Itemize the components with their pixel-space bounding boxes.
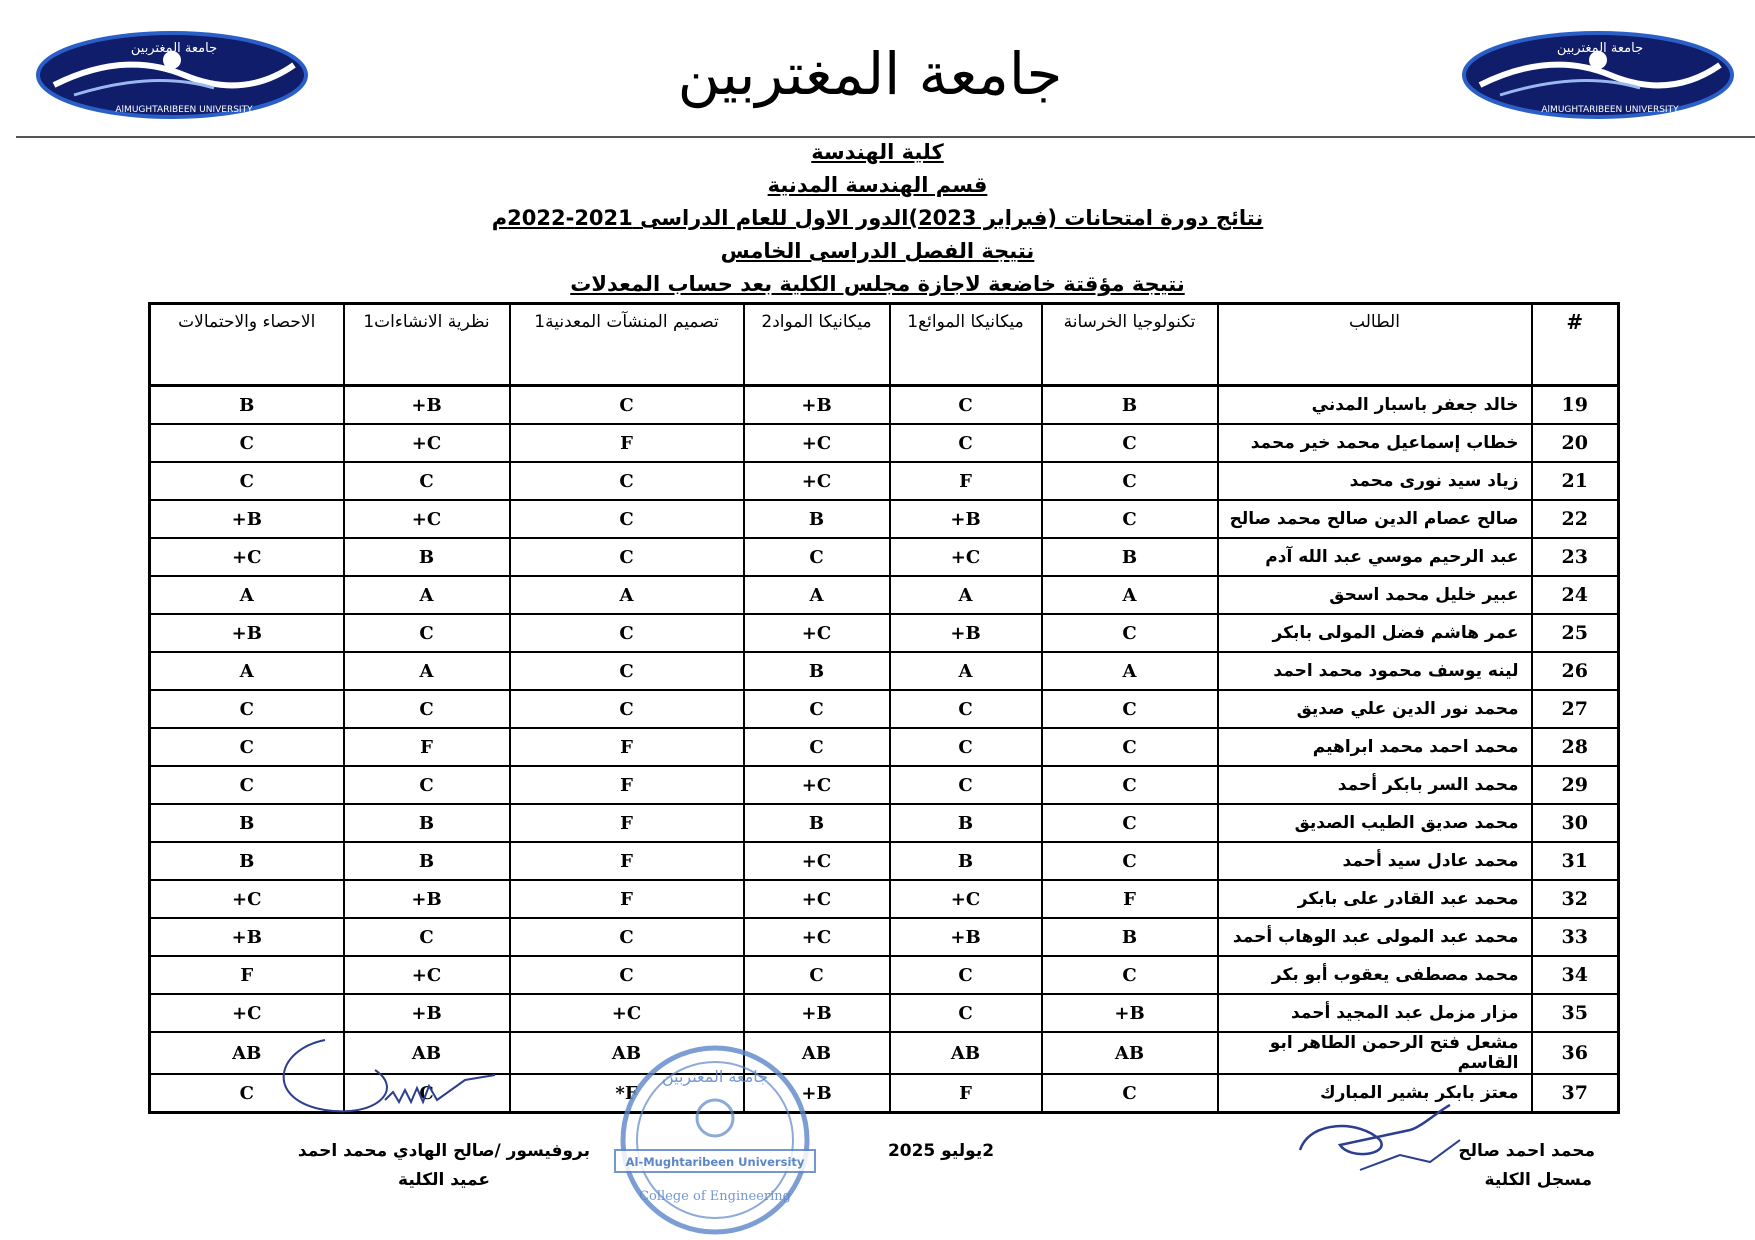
grade-cell: AB [744, 1032, 890, 1074]
student-number: 33 [1532, 918, 1619, 956]
grade-cell: B+ [890, 614, 1042, 652]
dean-signature [265, 1030, 525, 1140]
grade-cell: C [150, 766, 344, 804]
grade-cell: A [510, 576, 744, 614]
grade-cell: C [890, 956, 1042, 994]
grade-cell: C [890, 690, 1042, 728]
grade-cell: B [150, 386, 344, 425]
grade-cell: C+ [744, 766, 890, 804]
table-row [150, 956, 1619, 994]
student-number: 26 [1532, 652, 1619, 690]
student-name: محمد السر بابكر أحمد [1218, 766, 1532, 804]
student-name: عبير خليل محمد اسحق [1218, 576, 1532, 614]
grade-cell: C [510, 652, 744, 690]
grade-cell: C+ [510, 994, 744, 1032]
university-logo-right [1460, 30, 1736, 120]
registrar-name: محمد احمد صالح [1458, 1141, 1595, 1161]
grade-cell: B+ [890, 500, 1042, 538]
grade-cell: C [510, 500, 744, 538]
grade-cell: B+ [890, 918, 1042, 956]
student-name: لينه يوسف محمود محمد احمد [1218, 652, 1532, 690]
grade-cell: C+ [150, 880, 344, 918]
student-name: عمر هاشم فضل المولى بابكر [1218, 614, 1532, 652]
grade-cell: C [1042, 500, 1218, 538]
grade-cell: AB [150, 1032, 344, 1074]
grade-cell: C+ [344, 424, 510, 462]
column-header-course: تصميم المنشآت المعدنية1 [510, 304, 744, 386]
grade-cell: C [744, 690, 890, 728]
grade-cell: C [1042, 956, 1218, 994]
grade-cell: C [1042, 804, 1218, 842]
document-date: 2يوليو 2025 [887, 1141, 995, 1161]
student-number: 29 [1532, 766, 1619, 804]
grade-cell: C [890, 766, 1042, 804]
grade-cell: C [510, 690, 744, 728]
grade-cell: F* [510, 1074, 744, 1113]
grade-cell: A [150, 652, 344, 690]
grade-cell: C+ [744, 842, 890, 880]
student-name: خالد جعفر باسبار المدني [1218, 386, 1532, 425]
grade-cell: B [1042, 918, 1218, 956]
table-row [150, 614, 1619, 652]
grade-cell: B+ [1042, 994, 1218, 1032]
grade-cell: B [344, 538, 510, 576]
grade-cell: C [890, 386, 1042, 425]
student-number: 37 [1532, 1074, 1619, 1113]
grade-cell: C [1042, 1074, 1218, 1113]
dean-title: عميد الكلية [398, 1170, 490, 1190]
grade-cell: C [1042, 690, 1218, 728]
table-body [150, 386, 1619, 1113]
grade-cell: C [1042, 728, 1218, 766]
student-number: 34 [1532, 956, 1619, 994]
grade-cell: B+ [150, 918, 344, 956]
logo-arabic-text: جامعة المغتربين [130, 41, 218, 56]
student-name: محمد احمد محمد ابراهيم [1218, 728, 1532, 766]
grade-cell: B [344, 842, 510, 880]
grade-cell: C [344, 766, 510, 804]
grade-cell: C [1042, 424, 1218, 462]
logo-english-text: AlMUGHTARIBEEN UNIVERSITY [1541, 105, 1679, 115]
grade-cell: C [510, 386, 744, 425]
column-header-course: نظرية الانشاءات1 [344, 304, 510, 386]
grade-cell: F [150, 956, 344, 994]
department-title: قسم الهندسة المدنية [767, 173, 988, 197]
student-name: مزار مزمل عبد المجيد أحمد [1218, 994, 1532, 1032]
grade-cell: C [1042, 766, 1218, 804]
grade-cell: C [344, 614, 510, 652]
grade-cell: F [344, 728, 510, 766]
grade-cell: C+ [150, 994, 344, 1032]
grade-cell: B+ [344, 386, 510, 425]
university-name: جامعة المغتربين [677, 40, 1063, 108]
grade-cell: C+ [744, 614, 890, 652]
student-number: 28 [1532, 728, 1619, 766]
grade-cell: C [344, 1074, 510, 1113]
column-header-course: تكنولوجيا الخرسانة [1042, 304, 1218, 386]
grade-cell: C [510, 538, 744, 576]
grade-cell: C [890, 424, 1042, 462]
grade-cell: AB [1042, 1032, 1218, 1074]
registrar-title: مسجل الكلية [1484, 1170, 1592, 1190]
table-row [150, 842, 1619, 880]
grade-cell: B [344, 804, 510, 842]
grade-cell: C+ [344, 956, 510, 994]
grade-cell: A [744, 576, 890, 614]
grade-cell: C [344, 918, 510, 956]
grade-cell: C+ [344, 500, 510, 538]
student-name: محمد عادل سيد أحمد [1218, 842, 1532, 880]
grade-cell: C [510, 956, 744, 994]
student-name: محمد عبد القادر على بابكر [1218, 880, 1532, 918]
grade-cell: AB [890, 1032, 1042, 1074]
student-name: مشعل فتح الرحمن الطاهر ابو القاسم [1218, 1032, 1532, 1074]
table-row [150, 804, 1619, 842]
grade-cell: A [150, 576, 344, 614]
table-row [150, 652, 1619, 690]
stamp-arabic-text: جامعة المغتربين [661, 1067, 769, 1086]
student-number: 20 [1532, 424, 1619, 462]
grade-cell: B [744, 500, 890, 538]
dean-name: بروفيسور /صالح الهادي محمد احمد [297, 1141, 590, 1161]
student-name: خطاب إسماعيل محمد خير محمد [1218, 424, 1532, 462]
grade-cell: C [890, 994, 1042, 1032]
grade-cell: C+ [150, 538, 344, 576]
grade-cell: B [1042, 538, 1218, 576]
student-number: 23 [1532, 538, 1619, 576]
table-row [150, 576, 1619, 614]
grade-cell: B+ [744, 386, 890, 425]
grade-cell: C [344, 690, 510, 728]
table-row [150, 728, 1619, 766]
grade-cell: C+ [744, 918, 890, 956]
student-number: 30 [1532, 804, 1619, 842]
student-number: 19 [1532, 386, 1619, 425]
table-row [150, 880, 1619, 918]
logo-english-text: AlMUGHTARIBEEN UNIVERSITY [115, 105, 253, 115]
grade-cell: A [1042, 652, 1218, 690]
table-header-row [150, 304, 1619, 386]
student-number: 25 [1532, 614, 1619, 652]
grade-cell: A [344, 652, 510, 690]
grade-cell: B [150, 804, 344, 842]
grade-cell: C [890, 728, 1042, 766]
grade-cell: C+ [744, 424, 890, 462]
grade-cell: C+ [890, 880, 1042, 918]
student-number: 21 [1532, 462, 1619, 500]
grade-cell: AB [510, 1032, 744, 1074]
provisional-note: نتيجة مؤقتة خاضعة لاجازة مجلس الكلية بعد حساب المعدلات [570, 272, 1185, 296]
student-name: معتز بابكر بشير المبارك [1218, 1074, 1532, 1113]
grade-cell: B+ [150, 614, 344, 652]
student-number: 36 [1532, 1032, 1619, 1074]
table-row [150, 766, 1619, 804]
grade-cell: B+ [744, 1074, 890, 1113]
grade-cell: C [150, 424, 344, 462]
table-row [150, 424, 1619, 462]
grade-cell: C+ [744, 880, 890, 918]
table-row [150, 500, 1619, 538]
student-name: محمد نور الدين علي صديق [1218, 690, 1532, 728]
exam-session-title: نتائج دورة امتحانات (فبراير 2023)الدور الاول للعام الدراسى 2021-2022م [491, 206, 1264, 230]
table-row [150, 462, 1619, 500]
grade-cell: C [510, 614, 744, 652]
grade-cell: C [1042, 842, 1218, 880]
grade-cell: C [510, 462, 744, 500]
college-stamp [605, 1040, 825, 1240]
table-row [150, 386, 1619, 425]
grade-cell: B+ [344, 880, 510, 918]
semester-title: نتيجة الفصل الدراسى الخامس [720, 239, 1035, 263]
document-headings [0, 136, 1755, 301]
grade-cell: A [890, 576, 1042, 614]
grade-cell: B [890, 842, 1042, 880]
grade-cell: B [150, 842, 344, 880]
grade-cell: C [344, 462, 510, 500]
grade-cell: C+ [890, 538, 1042, 576]
grade-cell: F [890, 1074, 1042, 1113]
grade-cell: A [1042, 576, 1218, 614]
student-name: زياد سيد نورى محمد [1218, 462, 1532, 500]
student-number: 31 [1532, 842, 1619, 880]
student-number: 22 [1532, 500, 1619, 538]
faculty-title: كلية الهندسة [811, 140, 944, 164]
grade-cell: A [344, 576, 510, 614]
grade-cell: C [1042, 462, 1218, 500]
grade-cell: F [510, 766, 744, 804]
grade-cell: F [510, 880, 744, 918]
grade-cell: F [510, 424, 744, 462]
grade-cell: C [744, 728, 890, 766]
grade-cell: F [1042, 880, 1218, 918]
table-row [150, 918, 1619, 956]
column-header-student: الطالب [1218, 304, 1532, 386]
student-name: محمد مصطفى يعقوب أبو بكر [1218, 956, 1532, 994]
stamp-university-text: Al-Mughtaribeen University [625, 1155, 805, 1169]
student-number: 32 [1532, 880, 1619, 918]
student-name: صالح عصام الدين صالح محمد صالح [1218, 500, 1532, 538]
grade-cell: F [510, 804, 744, 842]
grade-cell: B [890, 804, 1042, 842]
grade-cell: B [1042, 386, 1218, 425]
student-name: محمد صديق الطيب الصديق [1218, 804, 1532, 842]
grade-cell: A [890, 652, 1042, 690]
column-header-number: # [1532, 304, 1619, 386]
logo-arabic-text: جامعة المغتربين [1556, 41, 1644, 56]
table-row [150, 538, 1619, 576]
stamp-college-text: College of Engineering [639, 1189, 791, 1204]
grade-cell: C [150, 690, 344, 728]
student-number: 24 [1532, 576, 1619, 614]
grade-cell: AB [344, 1032, 510, 1074]
grade-cell: F [510, 728, 744, 766]
grade-cell: B+ [744, 994, 890, 1032]
grade-cell: C [1042, 614, 1218, 652]
student-name: عبد الرحيم موسي عبد الله آدم [1218, 538, 1532, 576]
column-header-course: ميكانيكا المواد2 [744, 304, 890, 386]
grade-cell: B [744, 652, 890, 690]
grade-cell: C [510, 918, 744, 956]
university-logo-left [34, 30, 310, 120]
table-row [150, 690, 1619, 728]
grade-cell: B+ [344, 994, 510, 1032]
student-number: 27 [1532, 690, 1619, 728]
grade-cell: F [510, 842, 744, 880]
grade-cell: B [744, 804, 890, 842]
column-header-course: ميكانيكا الموائع1 [890, 304, 1042, 386]
grade-cell: C [150, 728, 344, 766]
results-table [148, 302, 1620, 1114]
grade-cell: C [150, 462, 344, 500]
grade-cell: F [890, 462, 1042, 500]
column-header-course: الاحصاء والاحتمالات [150, 304, 344, 386]
grade-cell: C [744, 538, 890, 576]
student-name: محمد عبد المولى عبد الوهاب أحمد [1218, 918, 1532, 956]
grade-cell: C [744, 956, 890, 994]
student-number: 35 [1532, 994, 1619, 1032]
grade-cell: B+ [150, 500, 344, 538]
table-row [150, 994, 1619, 1032]
registrar-signature [1290, 1100, 1470, 1190]
grade-cell: C [150, 1074, 344, 1113]
grade-cell: C+ [744, 462, 890, 500]
